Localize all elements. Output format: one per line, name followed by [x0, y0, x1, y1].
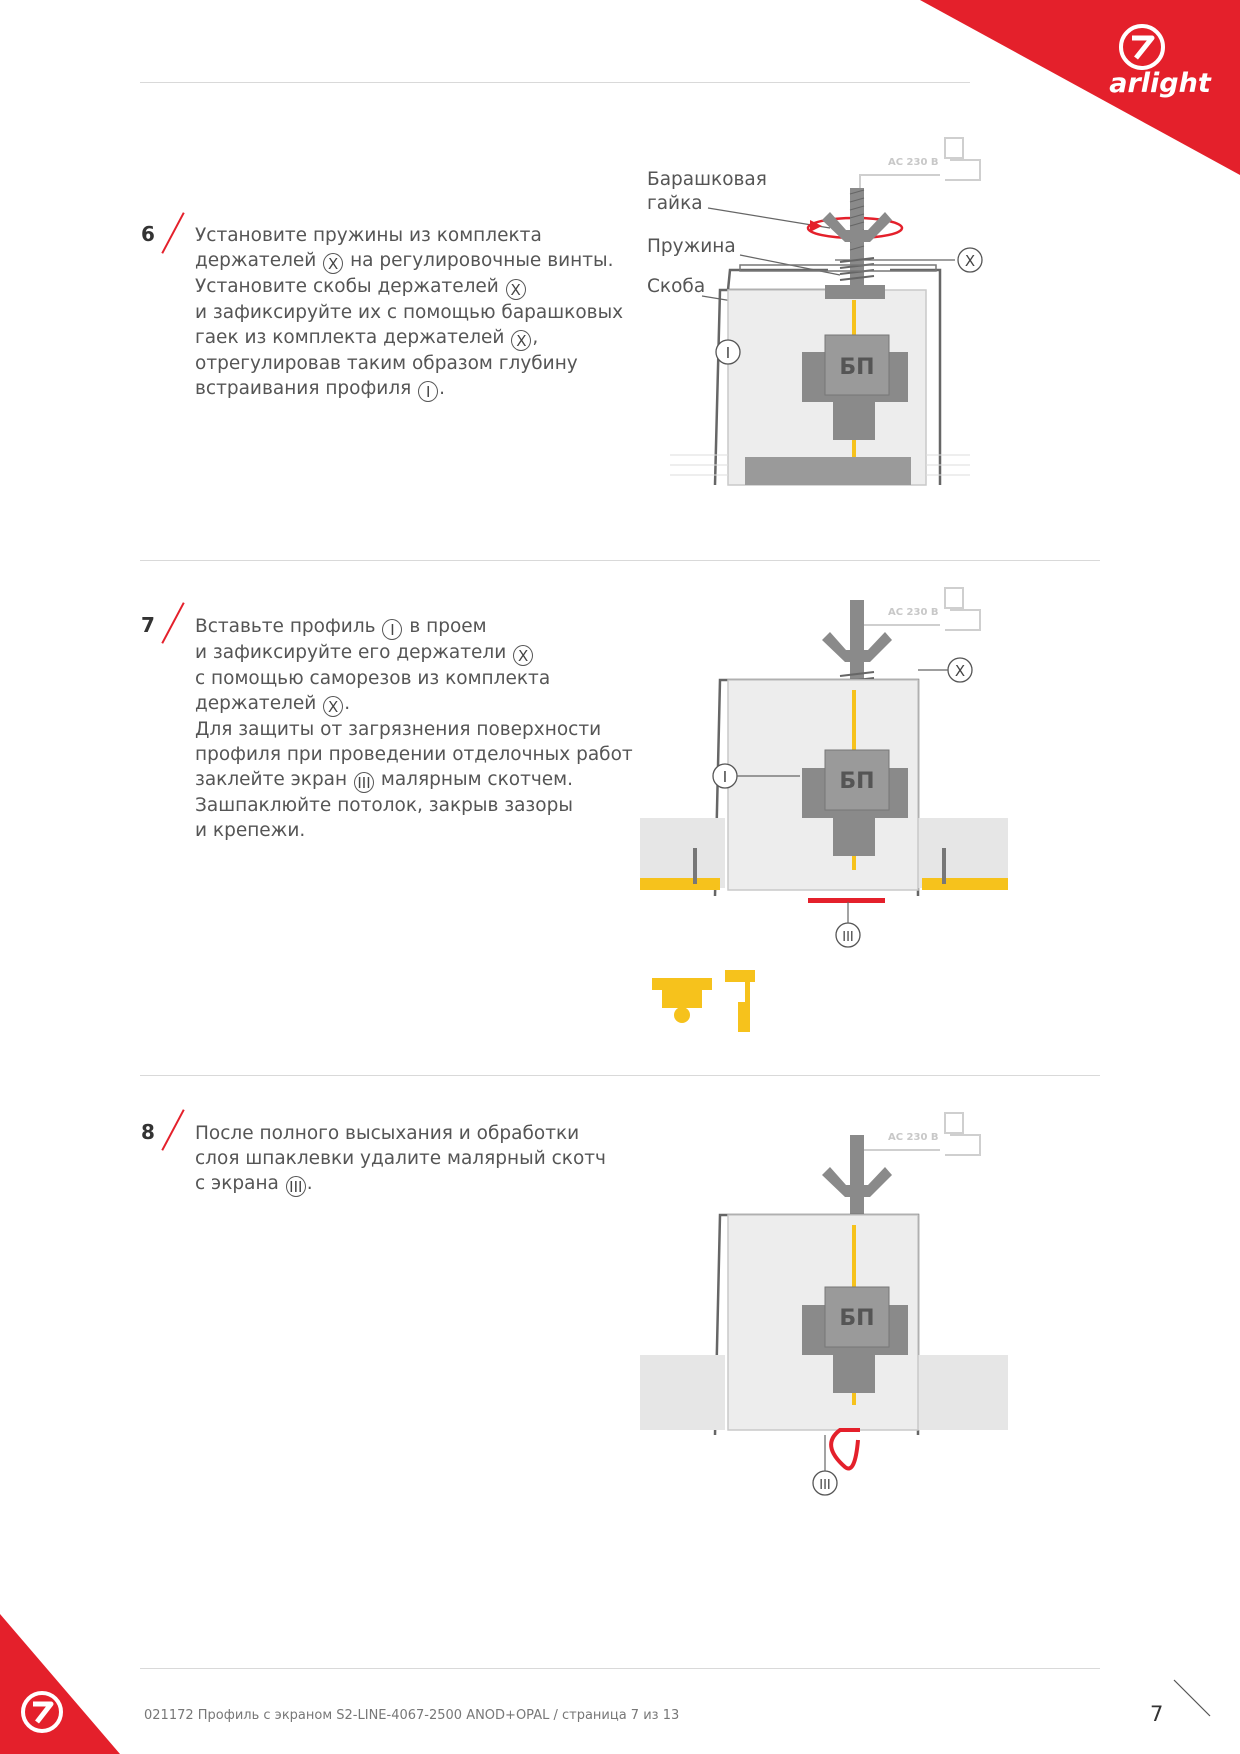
line-text: и зафиксируйте его держатели — [195, 642, 513, 663]
marker-x: X — [511, 330, 531, 351]
line-text: заклейте экран — [195, 769, 353, 790]
masking-tape — [808, 898, 885, 903]
marker-x: X — [513, 645, 533, 666]
power-label: AC 230 В — [888, 157, 939, 168]
marker-i — [713, 764, 737, 788]
step-7-line — [195, 640, 633, 666]
marker-iii: III — [286, 1176, 306, 1197]
line-text: встраивания профиля — [195, 378, 418, 399]
line-text: Зашпаклюйте потолок, закрыв зазоры — [195, 795, 573, 816]
diagram-step-7 — [640, 580, 1080, 1040]
step-8-line — [195, 1171, 606, 1197]
step-6-text — [195, 223, 623, 402]
step-7-slash — [161, 602, 184, 644]
step-8-number: 8 — [141, 1120, 155, 1144]
psu-label: БП — [839, 769, 875, 794]
step-8-line — [195, 1146, 606, 1171]
marker-i-text: I — [725, 344, 731, 362]
step-7-line — [195, 691, 633, 717]
base-clip — [745, 457, 911, 485]
step-7-line — [195, 666, 633, 691]
step-6-line — [195, 300, 623, 325]
line-text: . — [306, 1173, 313, 1194]
psu-label: БП — [839, 355, 875, 380]
putty-left — [640, 878, 720, 890]
line-text: Установите пружины из комплекта — [195, 225, 542, 246]
step-8-text — [195, 1121, 606, 1197]
step-6-line — [195, 376, 623, 402]
step-7-line — [195, 614, 633, 640]
marker-iii-text: III — [842, 930, 854, 945]
power-supply-line — [860, 138, 980, 220]
callout-bracket: Скоба — [647, 276, 706, 297]
line-text: После полного высыхания и обработки — [195, 1123, 580, 1144]
line-text: с помощью саморезов из комплекта — [195, 668, 551, 689]
step-7-line — [195, 742, 633, 767]
step-8-line — [195, 1121, 606, 1146]
marker-x: X — [506, 279, 526, 300]
line-text: держателей — [195, 693, 323, 714]
marker-iii — [836, 923, 860, 947]
step-7-line — [195, 793, 633, 818]
step-7-line — [195, 818, 633, 843]
step-8-slash — [161, 1109, 184, 1151]
marker-x: X — [323, 253, 343, 274]
logo-text: arlight — [1109, 68, 1211, 99]
divider-top — [140, 82, 970, 83]
marker-x-text: X — [964, 252, 976, 270]
peeled-tape — [831, 1430, 860, 1468]
line-text: Вставьте профиль — [195, 616, 382, 637]
marker-i: I — [382, 619, 402, 640]
page-corner-line — [1172, 1678, 1212, 1718]
power-label: AC 230 В — [888, 1132, 939, 1143]
putty-right — [922, 878, 1008, 890]
marker-iii — [813, 1471, 837, 1495]
callout-wingnut-line1: Барашковая — [647, 169, 767, 190]
nut-plate — [825, 285, 885, 299]
diagram-step-8 — [640, 1105, 1080, 1505]
marker-x — [948, 658, 972, 682]
marker-x — [958, 248, 982, 272]
step-6-line — [195, 274, 623, 300]
ceiling-left — [640, 1355, 725, 1430]
diagram-step-6 — [640, 130, 1080, 510]
line-text: . — [439, 378, 446, 399]
callout-spring: Пружина — [647, 236, 736, 257]
callout-wingnut-line2: гайка — [647, 193, 703, 214]
step-7-line — [195, 767, 633, 793]
line-text: Для защиты от загрязнения поверхности — [195, 719, 602, 740]
marker-iii: III — [354, 772, 374, 793]
marker-iii-text: III — [819, 1478, 831, 1493]
divider-1 — [140, 560, 1100, 561]
line-text: профиля при проведении отделочных работ — [195, 744, 633, 765]
marker-x: X — [323, 696, 343, 717]
brand-corner-bottom — [0, 1614, 120, 1754]
line-text: гаек из комплекта держателей — [195, 327, 511, 348]
divider-2 — [140, 1075, 1100, 1076]
line-text: слоя шпаклевки удалите малярный скотч — [195, 1148, 606, 1169]
line-text: , — [532, 327, 539, 348]
step-6-line — [195, 325, 623, 351]
step-7-number: 7 — [141, 613, 155, 637]
step-6-number: 6 — [141, 222, 155, 246]
marker-i — [716, 340, 740, 364]
line-text: отрегулировав таким образом глубину — [195, 353, 578, 374]
marker-i: I — [418, 381, 438, 402]
marker-i-text: I — [722, 768, 728, 786]
ceiling-left — [640, 818, 725, 888]
step-7-text — [195, 614, 633, 843]
marker-x-text: X — [954, 662, 966, 680]
ceiling-right — [918, 1355, 1008, 1430]
line-text: держателей — [195, 250, 323, 271]
psu-label: БП — [839, 1306, 875, 1331]
line-text: с экрана — [195, 1173, 285, 1194]
step-6-line — [195, 248, 623, 274]
line-text: и зафиксируйте их с помощью барашковых — [195, 302, 624, 323]
line-text: Установите скобы держателей — [195, 276, 505, 297]
line-text: . — [344, 693, 351, 714]
line-text: на регулировочные винты. — [344, 250, 614, 271]
step-7-line — [195, 717, 633, 742]
step-6-slash — [161, 212, 184, 254]
ceiling-right — [918, 818, 1008, 888]
paint-roller-icon — [725, 970, 755, 1032]
step-6-line — [195, 351, 623, 376]
power-label: AC 230 В — [888, 607, 939, 618]
line-text: в проем — [403, 616, 487, 637]
spatula-icon — [652, 978, 712, 1023]
page-number: 7 — [1150, 1702, 1164, 1726]
divider-footer — [140, 1668, 1100, 1669]
step-6-line — [195, 223, 623, 248]
line-text: и крепежи. — [195, 820, 306, 841]
footer-document-info: 021172 Профиль с экраном S2-LINE-4067-2500 ANOD+OPAL / страница 7 из 13 — [144, 1708, 680, 1723]
corner-shape — [0, 1614, 120, 1754]
line-text: малярным скотчем. — [375, 769, 573, 790]
